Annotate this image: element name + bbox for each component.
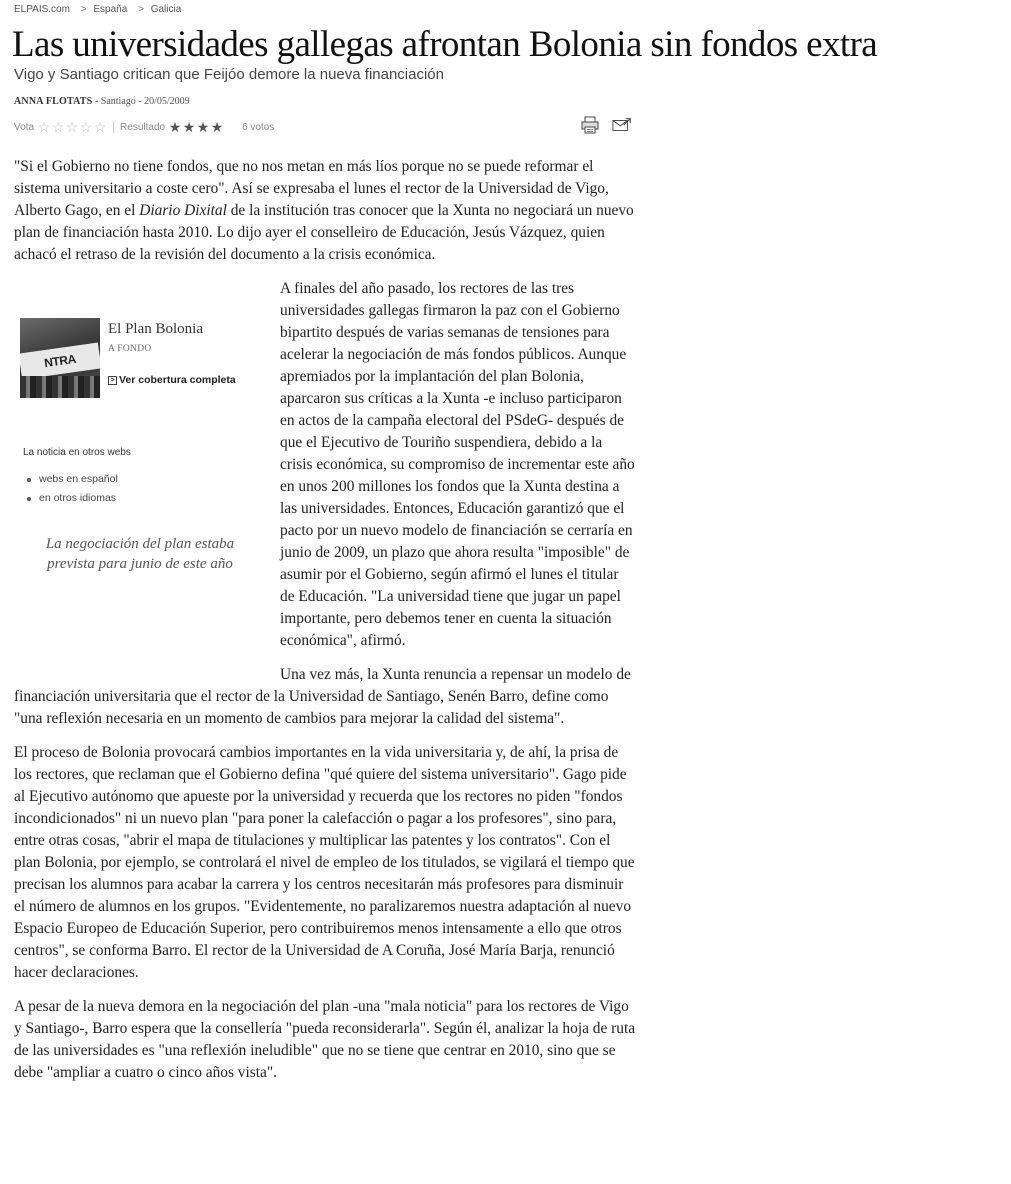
breadcrumb-separator: > xyxy=(80,4,87,15)
article-tools xyxy=(580,116,632,134)
list-item xyxy=(23,489,264,508)
author-name: ANNA FLOTATS xyxy=(14,96,93,107)
breadcrumb-subsection-link[interactable]: Galicia xyxy=(150,4,182,15)
vote-star-4[interactable]: ☆ xyxy=(79,119,93,135)
article-paragraph: "Si el Gobierno no tiene fondos, que no nos metan en más líos porque no se puede reformar el sistema universitario a coste cero". Así se expresaba el lunes el rector de la Universidad de Vigo, Alberto Gago, en el Diario Dixital de la institución tras conocer que la Xunta no negociará un nuevo plan de financiación hasta 2010. Lo dijo ayer el conselleiro de Educación, Jesús Vázquez, quien achacó el retraso de la revisión del documento a la crisis económica. xyxy=(14,158,634,263)
promo-kicker: A FONDO xyxy=(108,344,152,354)
result-star-icon: ★ xyxy=(210,119,224,135)
other-webs-link[interactable]: webs en español xyxy=(39,473,118,485)
other-webs-title: La noticia en otros webs xyxy=(23,447,131,458)
breadcrumb-home-link[interactable]: ELPAIS.com xyxy=(14,4,70,15)
publication-name: Diario Dixital xyxy=(139,202,227,219)
breadcrumb xyxy=(14,4,181,15)
result-star-icon: ★ xyxy=(182,119,196,135)
article-subtitle: Vigo y Santiago critican que Feijóo demore la nueva financiación xyxy=(14,66,444,83)
dateline: - Santiago - 20/05/2009 xyxy=(92,96,190,107)
byline xyxy=(14,96,190,107)
promo-title: El Plan Bolonia xyxy=(108,321,203,337)
vote-star-3[interactable]: ☆ xyxy=(65,119,79,135)
article-paragraph: Una vez más, la Xunta renuncia a repensar un modelo de financiación universitaria que el rector de la Universidad de Santiago, Senén Barro, define como "una reflexión necesaria en un momento de cambios para mejorar la calidad del sistema". xyxy=(14,666,631,727)
article-headline: Las universidades gallegas afrontan Bolonia sin fondos extra xyxy=(12,24,878,65)
article-sidebar xyxy=(14,278,264,668)
result-stars xyxy=(168,120,224,134)
result-star-icon: ★ xyxy=(196,119,210,135)
rating-bar xyxy=(14,119,274,135)
vote-label: Vota xyxy=(14,121,35,133)
related-promo xyxy=(14,318,264,400)
thumbnail-banner-text: NTRA xyxy=(20,343,100,380)
other-webs-box xyxy=(23,442,264,508)
printer-icon[interactable] xyxy=(580,116,600,134)
arrow-right-icon: > xyxy=(108,376,117,385)
breadcrumb-section-link[interactable]: España xyxy=(93,4,128,15)
result-label: Resultado xyxy=(120,121,166,133)
pull-quote: La negociación del plan estaba prevista para junio de este año xyxy=(45,536,235,572)
list-item xyxy=(23,470,264,489)
article-paragraph: El proceso de Bolonia provocará cambios importantes en la vida universitaria y, de ahí, la prisa de los rectores, que reclaman que el Gobierno defina "qué quiere del sistema universitario". Gago pide al Ejecutivo autónomo que apueste por la universidad y recuerda que los rectores no piden "fondos incondicionados" ni un nuevo plan "para poner la calefacción o pagar a los profesores", sino para, entre otras cosas, "abrir el mapa de titulaciones y multiplicar las patentes y los contratos". Con el plan Bolonia, por ejemplo, se controlará el nivel de empleo de los titulados, se vigilará el tiempo que precisan los alumnos para acabar la carrera y los centros necesitarán más profesores para disminuir el número de alumnos en los grupos. "Evidentemente, no paralizaremos nuestra adaptación al nuevo Espacio Europeo de Educación Superior, pero contribuiremos menos intensamente a ello que otros centros", se conforma Barro. El rector de la Universidad de A Coruña, José María Barja, renunció hacer declaraciones. xyxy=(14,744,635,981)
vote-star-2[interactable]: ☆ xyxy=(51,119,65,135)
article-paragraph: A finales del año pasado, los rectores de las tres universidades gallegas firmaron la paz con el Gobierno bipartito después de varias semanas de tensiones para acelerar la negociación de más fondos públicos. Aunque apremiados por la implantación del plan Bolonia, aparcaron sus críticas a la Xunta -e incluso participaron en actos de la campaña electoral del PSdeG- después de que el Ejecutivo de Touriño suspendiera, debido a la crisis económica, su compromiso de incrementar este año en unos 200 millones los fondos que la Xunta destina a las universidades. Entonces, Educación garantizó que el pacto por un nuevo modelo de financiación se cerraría en junio de 2009, un plazo que ahora resulta "imposible" de asumir por el Gobierno, según afirmó el lunes el titular de Educación. "La universidad tiene que jugar un papel importante, pero debemos tener en cuenta la situación económica", afirmó. xyxy=(280,280,635,649)
vote-stars xyxy=(37,120,107,134)
rating-divider xyxy=(113,121,114,133)
full-coverage-link[interactable]: > Ver cobertura completa xyxy=(108,369,236,391)
other-webs-list xyxy=(23,470,264,508)
breadcrumb-separator: > xyxy=(138,4,144,15)
article-body xyxy=(14,156,636,1096)
thumbnail-crowd xyxy=(20,376,100,398)
article-paragraph: A pesar de la nueva demora en la negociación del plan -una "mala noticia" para los rectores de Vigo y Santiago-, Barro espera que la consellería "pueda reconsiderarla". Según él, analizar la hoja de ruta de las universidades es "una reflexión ineludible" que no se tiene que centrar en 2010, sino que se debe "ampliar a cuatro o cinco años vista". xyxy=(14,998,636,1081)
vote-count: 6 votos xyxy=(242,121,275,133)
vote-star-5[interactable]: ☆ xyxy=(93,119,107,135)
result-star-icon: ★ xyxy=(168,119,182,135)
vote-star-1[interactable]: ☆ xyxy=(37,119,51,135)
envelope-icon[interactable] xyxy=(612,116,632,134)
other-webs-link[interactable]: en otros idiomas xyxy=(39,492,117,504)
promo-thumbnail[interactable] xyxy=(20,318,100,398)
